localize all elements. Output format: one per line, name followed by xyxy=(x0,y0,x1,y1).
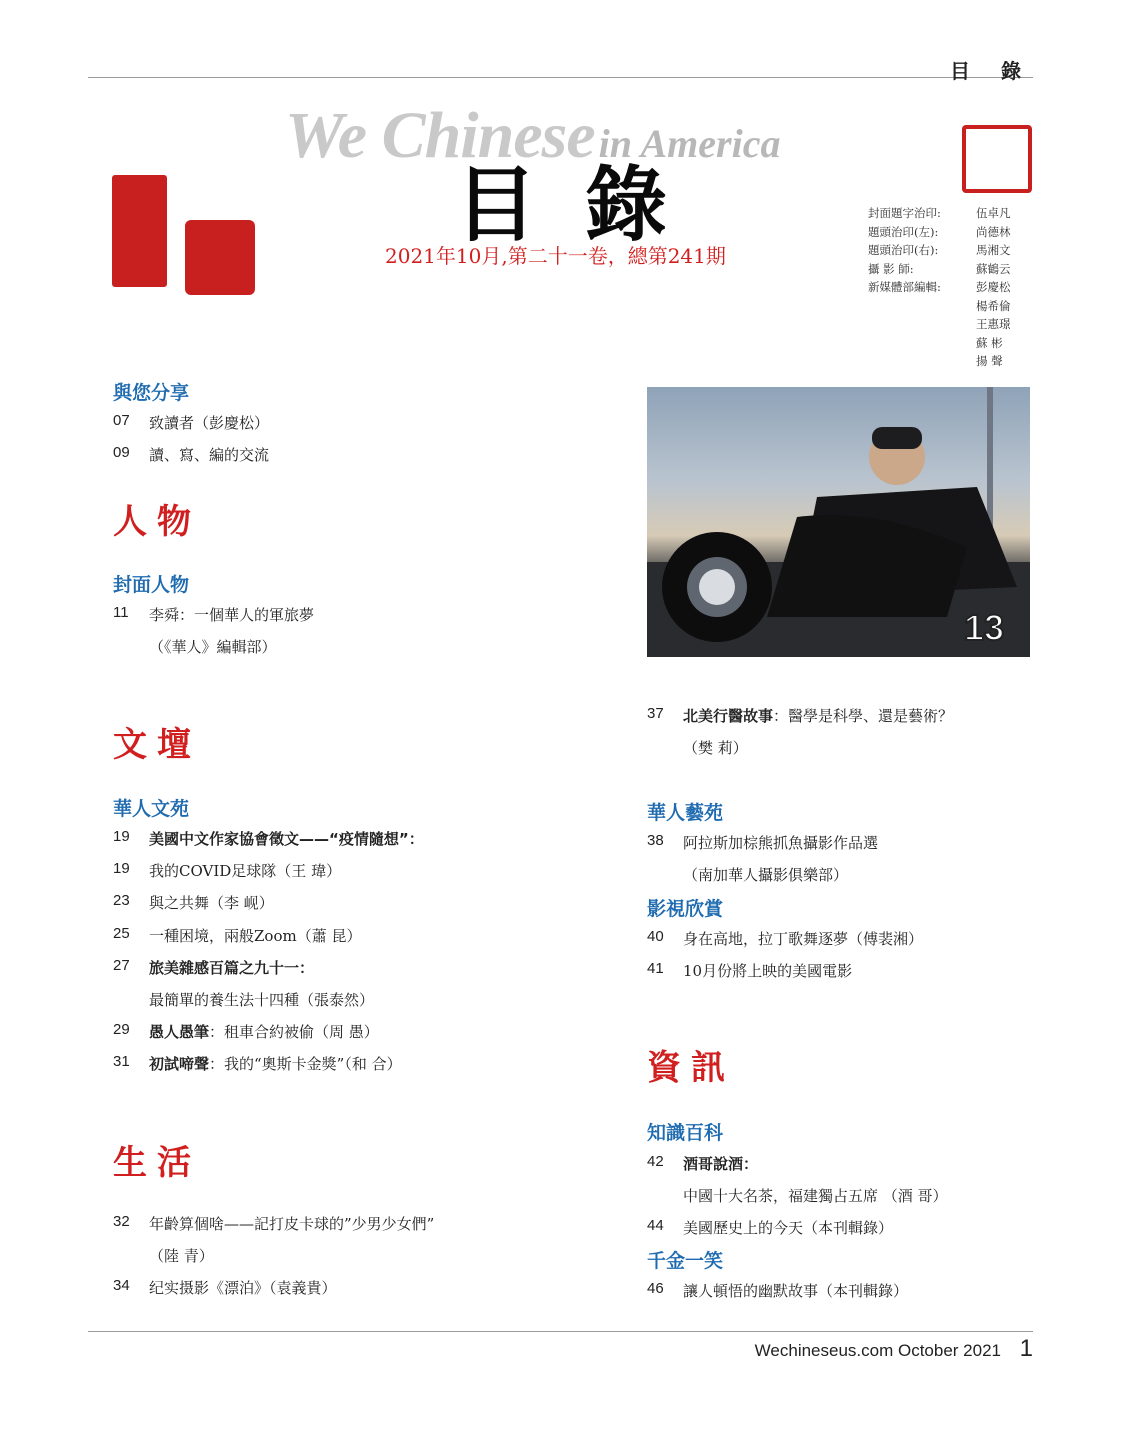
big-head-life: 生活 xyxy=(113,1143,201,1183)
toc-title: 一種困境，兩般Zoom（蕭 昆） xyxy=(149,926,362,945)
toc-page-number xyxy=(113,636,149,657)
toc-bold-title: 旅美雜感百篇之九十一： xyxy=(149,958,315,977)
toc-entry[interactable] xyxy=(113,860,341,881)
issue-info: 2021年10月,第二十一卷，總第241期 xyxy=(385,244,726,268)
toc-page-number: 29 xyxy=(113,1021,130,1039)
toc-entry[interactable] xyxy=(647,928,923,949)
section-humor: 千金一笑 xyxy=(647,1250,724,1272)
toc-title: 讓人頓悟的幽默故事（本刊輯錄） xyxy=(683,1282,909,1300)
credit-row xyxy=(868,315,1011,334)
section-knowledge: 知識百科 xyxy=(647,1122,724,1144)
credit-name: 彭慶松 xyxy=(976,280,1011,294)
credit-role xyxy=(868,315,976,334)
toc-entry[interactable] xyxy=(113,828,424,849)
toc-title: 身在高地，拉丁歌舞逐夢（傅裴湘） xyxy=(683,930,924,948)
toc-title: 李舜：一個華人的軍旅夢 xyxy=(149,606,315,624)
credit-name: 蘇鶴云 xyxy=(976,261,1011,276)
toc-page-number: 44 xyxy=(647,1217,664,1234)
toc-page-number: 27 xyxy=(113,956,130,974)
toc-page-number: 46 xyxy=(647,1280,664,1297)
toc-entry[interactable] xyxy=(113,1021,379,1042)
toc-page-number: 09 xyxy=(113,444,130,461)
top-rule xyxy=(88,77,1033,78)
credit-role xyxy=(868,297,976,316)
toc-page-number: 40 xyxy=(647,928,664,945)
toc-bold-title: 美國中文作家協會徵文——“疫情隨想”： xyxy=(149,830,424,848)
credit-role: 題頭治印(左): xyxy=(868,224,939,239)
section-film: 影視欣賞 xyxy=(647,898,724,920)
toc-title: ：租車合約被偷（周 愚） xyxy=(209,1023,379,1042)
credit-row xyxy=(868,334,1011,353)
toc-page-number: 23 xyxy=(113,892,130,910)
toc-title: （樊 莉） xyxy=(683,739,748,757)
seal-stamp-right xyxy=(962,125,1032,193)
credit-role: 新媒體部編輯: xyxy=(868,280,941,294)
cover-photo xyxy=(647,387,1030,657)
toc-title: 最簡單的養生法十四種（張泰然） xyxy=(149,991,375,1009)
toc-page-number: 19 xyxy=(113,860,130,878)
page-title: 目錄 xyxy=(455,158,716,253)
seal-stamp-left-small xyxy=(185,220,255,295)
toc-entry[interactable] xyxy=(647,960,852,981)
credit-name: 伍卓凡 xyxy=(976,206,1011,220)
toc-title: 10月份將上映的美國電影 xyxy=(683,962,853,980)
toc-entry[interactable] xyxy=(113,412,269,433)
toc-entry[interactable] xyxy=(113,1213,434,1234)
toc-title: ：醫學是科學、還是藝術？ xyxy=(773,707,954,725)
toc-entry[interactable] xyxy=(647,832,878,853)
toc-entry[interactable] xyxy=(113,1053,402,1074)
toc-bold-title: 酒哥說酒： xyxy=(683,1155,759,1173)
toc-entry[interactable] xyxy=(113,604,314,625)
toc-entry[interactable] xyxy=(113,892,274,913)
toc-title: （《華人》編輯部） xyxy=(149,638,277,656)
credit-name: 尚德林 xyxy=(976,224,1011,239)
section-arts: 華人藝苑 xyxy=(647,802,724,824)
toc-title: ：我的“奧斯卡金獎”（和 合） xyxy=(209,1055,402,1074)
credit-name: 揚 聲 xyxy=(976,354,1003,368)
credit-row xyxy=(868,278,1011,297)
toc-title: （南加華人攝影俱樂部） xyxy=(683,866,849,884)
big-head-literature: 文壇 xyxy=(113,725,201,765)
credits-list xyxy=(868,204,1011,371)
toc-title: 致讀者（彭慶松） xyxy=(149,414,270,432)
toc-page-number: 19 xyxy=(113,828,130,845)
toc-title: 與之共舞（李 岘） xyxy=(149,894,274,913)
logo-in-america: in America xyxy=(598,121,781,166)
toc-page-number: 07 xyxy=(113,412,130,429)
toc-entry[interactable] xyxy=(113,444,269,465)
toc-entry[interactable] xyxy=(647,1280,908,1301)
toc-page-number: 38 xyxy=(647,832,664,849)
toc-page-number: 32 xyxy=(113,1213,130,1230)
seal-stamp-left-large xyxy=(112,175,167,287)
corner-title: 目 錄 xyxy=(950,59,1033,83)
credit-role: 攝 影 師: xyxy=(868,261,914,276)
toc-page-number: 42 xyxy=(647,1153,664,1170)
footer-site: Wechineseus.com October 2021 xyxy=(754,1341,1001,1360)
logo-we-chinese: We Chinese xyxy=(285,99,595,172)
page-number: 1 xyxy=(1019,1335,1033,1362)
toc-page-number xyxy=(647,1185,683,1206)
toc-bold-title: 北美行醫故事 xyxy=(683,707,774,725)
credit-name: 馬湘文 xyxy=(976,243,1011,257)
toc-page-number xyxy=(113,989,149,1010)
credit-name: 蘇 彬 xyxy=(976,335,1003,350)
toc-bold-title: 愚人愚筆 xyxy=(149,1023,210,1042)
toc-entry[interactable] xyxy=(647,705,953,726)
toc-entry[interactable] xyxy=(113,957,314,978)
toc-page-number xyxy=(113,1245,149,1266)
toc-entry[interactable] xyxy=(647,864,848,885)
section-chinese-literature: 華人文苑 xyxy=(113,798,190,820)
toc-page-number: 41 xyxy=(647,960,664,977)
toc-page-number xyxy=(647,737,683,758)
credit-role: 題頭治印(右): xyxy=(868,243,939,257)
toc-entry[interactable] xyxy=(113,925,361,946)
credit-row xyxy=(868,223,1011,242)
toc-title: 年齡算個啥——記打皮卡球的”少男少女們” xyxy=(149,1215,435,1233)
toc-page-number: 31 xyxy=(113,1053,130,1071)
toc-title: （陸 青） xyxy=(149,1247,214,1265)
toc-page-number: 34 xyxy=(113,1277,130,1294)
toc-title: 讀、寫、編的交流 xyxy=(149,446,270,464)
credit-role xyxy=(868,352,976,371)
big-head-people: 人物 xyxy=(113,502,201,542)
toc-page-number: 37 xyxy=(647,705,664,722)
credit-row xyxy=(868,241,1011,260)
credit-row xyxy=(868,297,1011,316)
toc-page-number xyxy=(647,864,683,885)
credit-row xyxy=(868,352,1011,371)
toc-page-number: 25 xyxy=(113,924,130,942)
section-share: 與您分享 xyxy=(113,382,190,404)
toc-entry[interactable] xyxy=(647,1185,948,1206)
toc-entry[interactable] xyxy=(113,1277,337,1298)
credit-role xyxy=(868,334,976,353)
credit-name: 楊希倫 xyxy=(976,298,1011,313)
page-badge: 13 xyxy=(963,607,1004,648)
toc-title: 纪实摄影《漂泊》（袁義貴） xyxy=(149,1279,337,1297)
bottom-rule xyxy=(88,1331,1033,1332)
credit-row xyxy=(868,260,1011,279)
toc-title: 阿拉斯加棕熊抓魚攝影作品選 xyxy=(683,834,879,852)
toc-entry[interactable] xyxy=(113,1245,214,1266)
toc-entry[interactable] xyxy=(113,636,277,657)
toc-title: 我的COVID足球隊（王 瑋） xyxy=(149,862,342,881)
toc-page-number: 11 xyxy=(113,604,129,621)
toc-entry[interactable] xyxy=(113,989,374,1010)
toc-title: 美國歷史上的今天（本刊輯錄） xyxy=(683,1219,894,1237)
credit-row xyxy=(868,204,1011,223)
section-cover-person: 封面人物 xyxy=(113,574,190,596)
toc-entry[interactable] xyxy=(647,1217,893,1238)
credit-name: 王惠璟 xyxy=(976,317,1011,331)
toc-bold-title: 初試啼聲 xyxy=(149,1055,210,1074)
big-head-info: 資訊 xyxy=(647,1048,735,1088)
toc-entry[interactable] xyxy=(647,737,748,758)
toc-title: 中國十大名茶，福建獨占五席 （酒 哥） xyxy=(683,1187,948,1205)
credit-role: 封面題字治印: xyxy=(868,206,941,220)
toc-entry[interactable] xyxy=(647,1153,758,1174)
